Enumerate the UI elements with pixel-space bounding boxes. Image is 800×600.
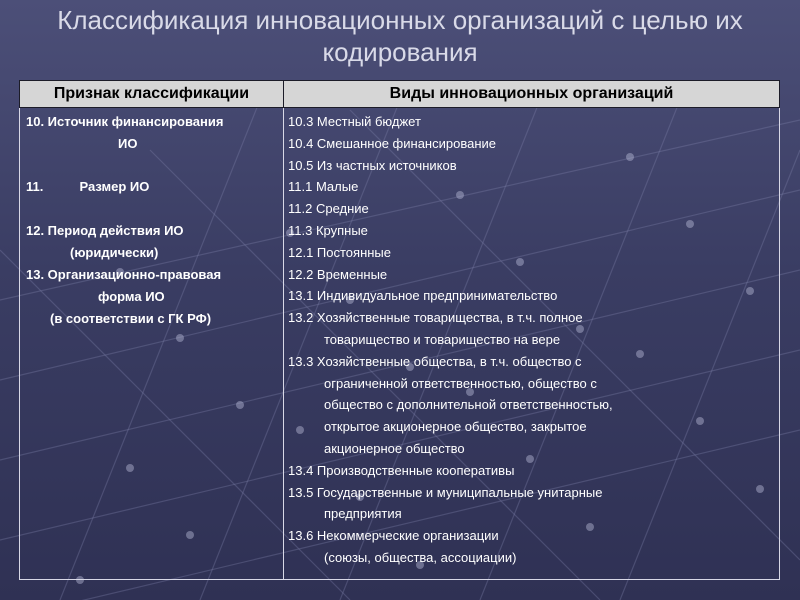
slide-title-line1: Классификация инновационных организаций с целью их (57, 5, 743, 35)
type-item (288, 111, 779, 133)
type-text: 11.3 Крупные (288, 222, 368, 238)
criterion-line: форма ИО (98, 288, 165, 304)
type-item (288, 307, 779, 351)
type-text: 13.5 Государственные и муниципальные унитарные (288, 484, 603, 500)
criterion-line: 11. Размер ИО (26, 178, 150, 194)
criteria-cell (20, 108, 284, 580)
type-continuation: товарищество и товарищество на вере (324, 331, 561, 347)
type-text: 13.6 Некоммерческие организации (288, 528, 499, 544)
criterion-13 (26, 264, 283, 329)
type-text: 12.1 Постоянные (288, 244, 391, 260)
criterion-line: (в соответствии с ГК РФ) (50, 310, 212, 326)
criterion-11 (26, 176, 283, 198)
table-row (20, 108, 780, 580)
type-item (288, 133, 779, 155)
type-item (288, 525, 779, 569)
criterion-line: ИО (118, 135, 138, 151)
criterion-line: 12. Период действия ИО (26, 223, 184, 239)
slide-title-line2: кодирования (322, 37, 478, 67)
type-item (288, 264, 779, 286)
type-text: 10.5 Из частных источников (288, 157, 457, 173)
type-text: 10.3 Местный бюджет (288, 114, 421, 129)
type-item (288, 351, 779, 460)
type-item (288, 220, 779, 242)
type-continuation: открытое акционерное общество, закрытое (324, 419, 587, 435)
types-cell (284, 108, 780, 580)
type-item (288, 176, 779, 198)
criterion-line: (юридически) (70, 245, 159, 261)
classification-table (19, 80, 780, 580)
criterion-line: 13. Организационно-правовая (26, 266, 222, 282)
criterion-10 (26, 111, 283, 155)
type-continuation: акционерное общество (324, 440, 465, 456)
type-item (288, 242, 779, 264)
classification-table-container (19, 80, 779, 580)
type-item (288, 460, 779, 482)
type-text: 13.4 Производственные кооперативы (288, 462, 515, 478)
header-criterion: Признак классификации (20, 81, 284, 108)
type-text: 11.1 Малые (288, 179, 359, 195)
type-item (288, 198, 779, 220)
type-item (288, 285, 779, 307)
type-continuation: ограниченной ответственностью, общество с (324, 375, 597, 391)
type-item (288, 155, 779, 177)
type-text: 12.2 Временные (288, 266, 388, 282)
table-header-row (20, 81, 780, 108)
type-continuation: общество с дополнительной ответственностью, (324, 397, 613, 413)
type-item (288, 482, 779, 526)
header-types: Виды инновационных организаций (284, 81, 780, 108)
type-text: 11.2 Средние (288, 201, 369, 217)
criterion-line: 10. Источник финансирования (26, 114, 224, 129)
type-text: 13.2 Хозяйственные товарищества, в т.ч. полное (288, 310, 583, 326)
type-continuation: (союзы, общества, ассоциации) (324, 549, 517, 565)
criterion-12 (26, 220, 283, 264)
type-text: 10.4 Смешанное финансирование (288, 135, 496, 151)
type-continuation: предприятия (324, 506, 402, 522)
type-text: 13.3 Хозяйственные общества, в т.ч. общество с (288, 353, 582, 369)
slide-title (0, 4, 800, 68)
type-text: 13.1 Индивидуальное предпринимательство (288, 288, 558, 304)
